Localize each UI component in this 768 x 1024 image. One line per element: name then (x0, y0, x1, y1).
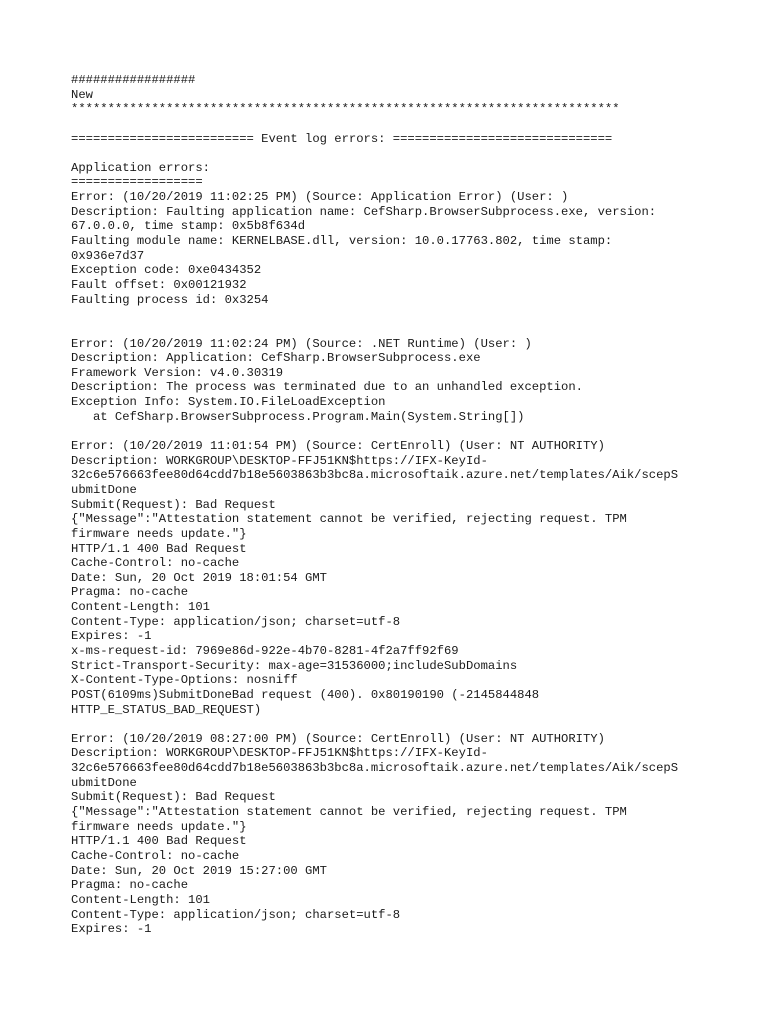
log-line: Fault offset: 0x00121932 (71, 277, 247, 292)
log-line: HTTP/1.1 400 Bad Request (71, 541, 247, 556)
log-line: 67.0.0.0, time stamp: 0x5b8f634d (71, 219, 306, 234)
log-line: Content-Length: 101 (71, 600, 210, 615)
log-line: Description: WORKGROUP\DESKTOP-FFJ51KN$https://IFX-KeyId- (71, 746, 488, 761)
log-line: firmware needs update."} (71, 526, 247, 541)
log-line: x-ms-request-id: 7969e86d-922e-4b70-8281-4f2a7ff92f69 (71, 643, 459, 658)
log-line: ========================= Event log errors: ============================== (71, 131, 613, 146)
log-line: ================== (71, 175, 203, 190)
log-line: Error: (10/20/2019 11:01:54 PM) (Source: CertEnroll) (User: NT AUTHORITY) (71, 439, 605, 454)
log-line: X-Content-Type-Options: nosniff (71, 673, 298, 688)
log-line: Framework Version: v4.0.30319 (71, 365, 284, 380)
log-line: Cache-Control: no-cache (71, 848, 240, 863)
log-line: 0x936e7d37 (71, 248, 145, 263)
log-line: Date: Sun, 20 Oct 2019 18:01:54 GMT (71, 570, 327, 585)
log-line: Exception code: 0xe0434352 (71, 263, 262, 278)
log-line (71, 307, 741, 322)
log-line (71, 424, 741, 439)
log-line (71, 146, 741, 161)
log-line (71, 717, 741, 732)
log-line: Error: (10/20/2019 08:27:00 PM) (Source: CertEnroll) (User: NT AUTHORITY) (71, 731, 605, 746)
log-line: Expires: -1 (71, 922, 152, 937)
log-line: Content-Length: 101 (71, 892, 210, 907)
log-line: Cache-Control: no-cache (71, 556, 240, 571)
log-line (71, 322, 741, 337)
log-line: 32c6e576663fee80d64cdd7b18e5603863b3bc8a.microsoftaik.azure.net/templates/Aik/scepS (71, 468, 679, 483)
log-line (71, 117, 741, 132)
log-line: Pragma: no-cache (71, 585, 189, 600)
log-line: ubmitDone (71, 482, 137, 497)
log-line: *************************************************************************** (71, 102, 620, 117)
log-line: Description: WORKGROUP\DESKTOP-FFJ51KN$https://IFX-KeyId- (71, 453, 488, 468)
log-line: Description: Faulting application name: CefSharp.BrowserSubprocess.exe, version: (71, 204, 657, 219)
log-line: firmware needs update."} (71, 819, 247, 834)
log-line: Description: The process was terminated due to an unhandled exception. (71, 380, 583, 395)
log-line: Error: (10/20/2019 11:02:25 PM) (Source: Application Error) (User: ) (71, 190, 569, 205)
log-line: Expires: -1 (71, 629, 152, 644)
log-line: POST(6109ms)SubmitDoneBad request (400). 0x80190190 (-2145844848 (71, 687, 540, 702)
log-line: ubmitDone (71, 775, 137, 790)
log-line: Date: Sun, 20 Oct 2019 15:27:00 GMT (71, 863, 327, 878)
log-line: Submit(Request): Bad Request (71, 790, 276, 805)
event-log-document (71, 73, 741, 937)
log-line: Exception Info: System.IO.FileLoadException (71, 395, 386, 410)
log-line: Content-Type: application/json; charset=utf-8 (71, 614, 401, 629)
log-line: Pragma: no-cache (71, 878, 189, 893)
log-line: {"Message":"Attestation statement cannot be verified, rejecting request. TPM (71, 512, 627, 527)
log-line: New (71, 87, 93, 102)
log-line: HTTP/1.1 400 Bad Request (71, 834, 247, 849)
log-line: Description: Application: CefSharp.BrowserSubprocess.exe (71, 351, 481, 366)
log-line: 32c6e576663fee80d64cdd7b18e5603863b3bc8a.microsoftaik.azure.net/templates/Aik/scepS (71, 761, 679, 776)
log-line: Faulting process id: 0x3254 (71, 292, 269, 307)
log-line: Application errors: (71, 160, 210, 175)
log-line: Strict-Transport-Security: max-age=31536000;includeSubDomains (71, 658, 518, 673)
log-line: {"Message":"Attestation statement cannot be verified, rejecting request. TPM (71, 805, 627, 820)
log-line: Error: (10/20/2019 11:02:24 PM) (Source: .NET Runtime) (User: ) (71, 336, 532, 351)
log-line: Faulting module name: KERNELBASE.dll, version: 10.0.17763.802, time stamp: (71, 234, 613, 249)
log-line: Submit(Request): Bad Request (71, 497, 276, 512)
log-line: ################# (71, 73, 196, 87)
log-line: HTTP_E_STATUS_BAD_REQUEST) (71, 702, 262, 717)
log-line: at CefSharp.BrowserSubprocess.Program.Main(System.String[]) (71, 409, 525, 424)
log-line: Content-Type: application/json; charset=utf-8 (71, 907, 401, 922)
